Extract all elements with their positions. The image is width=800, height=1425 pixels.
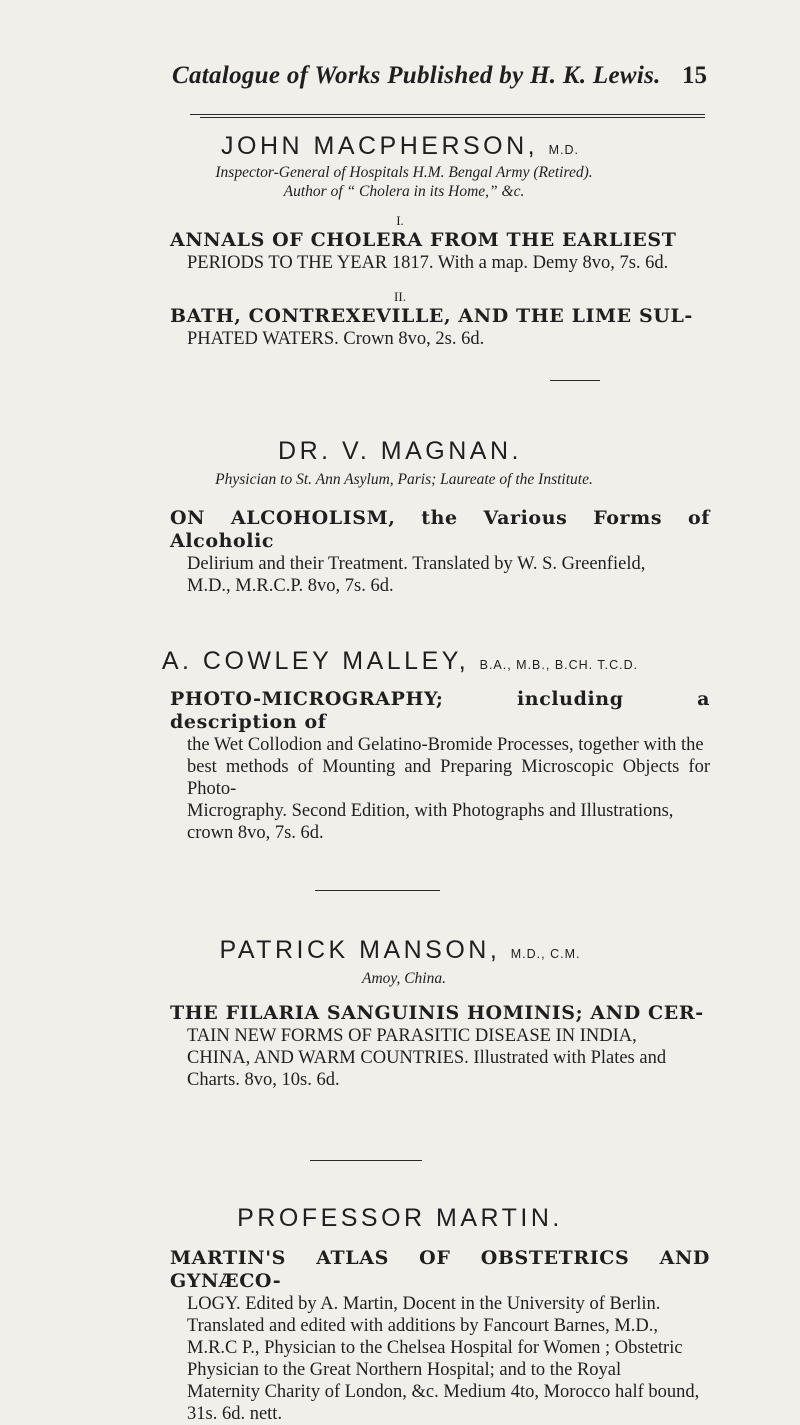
entry-magnan (0, 437, 800, 597)
work-title-rest: PERIODS TO THE YEAR 1817. With a map. Demy 8vo, 7s. 6d. (187, 253, 669, 273)
work-title (170, 229, 710, 274)
work-title-lead: THE FILARIA SANGUINIS HOMINIS; AND CER- (170, 1002, 704, 1024)
author-subtitle: Inspector-General of Hospitals H.M. Bengal Army (Retired). (215, 164, 593, 181)
work-title-line: Charts. 8vo, 10s. 6d. (187, 1070, 340, 1090)
work-title-line: Delirium and their Treatment. Translated by W. S. Greenfield, (187, 554, 646, 574)
work-title (170, 507, 710, 597)
work-title-line: 31s. 6d. nett. (187, 1404, 283, 1424)
entry-malley (0, 647, 800, 844)
work-title-line: M.R.C P., Physician to the Chelsea Hospital for Women ; Obstetric (187, 1338, 683, 1358)
work-title (170, 305, 710, 350)
work-title-lead: ANNALS OF CHOLERA FROM THE EARLIEST (170, 229, 677, 251)
work-title-lead: BATH, CONTREXEVILLE, AND THE LIME SUL- (170, 305, 693, 327)
work-title-lead: PHOTO-MICROGRAPHY; including a description of (170, 688, 710, 733)
separator-rule (550, 380, 600, 381)
author-subtitle: Physician to St. Ann Asylum, Paris; Laureate of the Institute. (215, 471, 593, 488)
work-title-line: M.D., M.R.C.P. 8vo, 7s. 6d. (187, 576, 394, 596)
work-title-line: Micrography. Second Edition, with Photographs and Illustrations, (187, 801, 674, 821)
entry-martin (0, 1204, 800, 1425)
page-number: 15 (682, 62, 707, 89)
separator-rule (315, 890, 440, 891)
author-name: A. COWLEY MALLEY, (161, 647, 470, 675)
author-heading (0, 132, 800, 161)
entry-manson (0, 936, 800, 1091)
running-title: Catalogue of Works Published by H. K. Lewis. (172, 62, 661, 89)
entry-macpherson (0, 132, 800, 350)
work-title (170, 688, 710, 844)
work-title-rest: PHATED WATERS. Crown 8vo, 2s. 6d. (187, 329, 485, 349)
header-rule (190, 114, 705, 115)
work-title-line: the Wet Collodion and Gelatino-Bromide Processes, together with the (187, 735, 704, 755)
separator-rule (310, 1160, 422, 1161)
author-degrees: M.D., C.M. (510, 947, 581, 961)
work-title-line: LOGY. Edited by A. Martin, Docent in the University of Berlin. (187, 1294, 661, 1314)
work-title-lead: MARTIN'S ATLAS OF OBSTETRICS AND GYNÆCO- (170, 1247, 710, 1292)
work-title-line: best methods of Mounting and Preparing Microscopic Objects for Photo- (187, 757, 710, 799)
author-name: PROFESSOR MARTIN. (237, 1204, 563, 1232)
work-title-lead: ON ALCOHOLISM, the Various Forms of Alcoholic (170, 507, 710, 552)
work-title-line: Translated and edited with additions by Fancourt Barnes, M.D., (187, 1316, 659, 1336)
author-subtitle-2: Author of “ Cholera in its Home,” &c. (283, 183, 525, 200)
work-title (170, 1247, 710, 1425)
work-numeral: II. (394, 289, 406, 304)
author-name: JOHN MACPHERSON, (221, 132, 539, 160)
work-title-line: Physician to the Great Northern Hospital; and to the Royal (187, 1360, 622, 1380)
work-title-line: Maternity Charity of London, &c. Medium 4to, Morocco half bound, (187, 1382, 700, 1402)
author-degrees: M.D. (548, 143, 579, 157)
work-title-line: crown 8vo, 7s. 6d. (187, 823, 324, 843)
author-heading (0, 437, 800, 466)
author-heading (0, 936, 800, 965)
work-title (170, 1002, 710, 1091)
author-heading (0, 1204, 800, 1233)
work-numeral: I. (396, 213, 404, 228)
author-name: PATRICK MANSON, (219, 936, 501, 964)
author-name: DR. V. MAGNAN. (278, 437, 522, 465)
header-rule-thin (200, 117, 705, 118)
author-heading (0, 647, 800, 676)
page-header (0, 62, 800, 102)
author-degrees: B.A., M.B., B.CH. T.C.D. (479, 658, 639, 672)
work-title-line: CHINA, AND WARM COUNTRIES. Illustrated with Plates and (187, 1048, 667, 1068)
author-subtitle: Amoy, China. (362, 970, 446, 987)
work-title-line: TAIN NEW FORMS OF PARASITIC DISEASE IN INDIA, (187, 1026, 637, 1046)
